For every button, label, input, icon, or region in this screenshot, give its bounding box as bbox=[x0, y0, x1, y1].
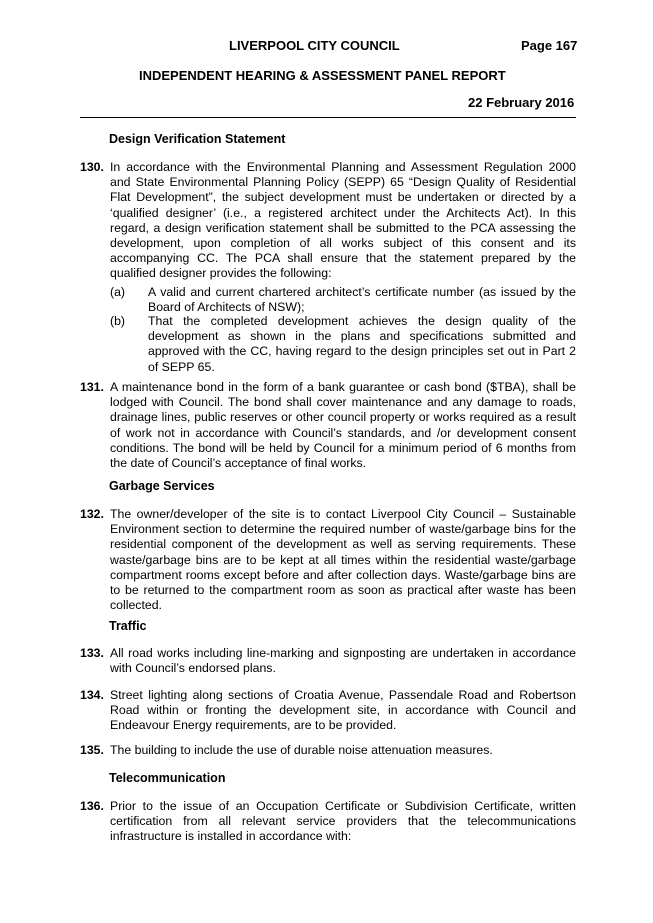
section-heading-telecommunication: Telecommunication bbox=[109, 771, 226, 785]
condition-131 bbox=[80, 380, 576, 471]
subitem-label: (a) bbox=[110, 285, 126, 299]
condition-135 bbox=[80, 743, 576, 758]
header-rule bbox=[80, 117, 576, 118]
condition-text: A maintenance bond in the form of a bank guarantee or cash bond ($TBA), shall be lodged with Council. The bond shall cover maintenance and any damage to roads, drainage lines, public reserves or other council property or works required as a result of work not in accordance with Council’s standards, and /or development consent conditions. The bond will be held by Council for a minimum period of 6 months from the date of Council’s acceptance of final works. bbox=[110, 380, 576, 471]
condition-number: 136. bbox=[80, 799, 104, 813]
condition-text: Street lighting along sections of Croatia Avenue, Passendale Road and Robertson Road within or fronting the development site, in accordance with Council and Endeavour Energy requirements, are to be provided. bbox=[110, 688, 576, 733]
report-date: 22 February 2016 bbox=[468, 95, 575, 110]
condition-text: Prior to the issue of an Occupation Certificate or Subdivision Certificate, written certification from all relevant service providers that the telecommunications infrastructure is installed in accordance with: bbox=[110, 799, 576, 844]
condition-text: The building to include the use of durable noise attenuation measures. bbox=[110, 743, 493, 757]
subitem-text: A valid and current chartered architect’s certificate number (as issued by the Board of Architects of NSW); bbox=[148, 285, 576, 315]
section-heading-garbage-services: Garbage Services bbox=[109, 479, 215, 493]
condition-number: 132. bbox=[80, 507, 104, 521]
condition-number: 134. bbox=[80, 688, 104, 702]
condition-text: The owner/developer of the site is to contact Liverpool City Council – Sustainable Environment section to determine the required number of waste/garbage bins for the residential component of the development as well as serving requirements. These waste/garbage bins are to be kept at all times within the residential waste/garbage compartment rooms except before and after collection days. Waste/garbage bins are to be returned to the compartment room as soon as practical after waste has been collected. bbox=[110, 507, 576, 613]
page-number: Page 167 bbox=[521, 38, 578, 53]
condition-number: 131. bbox=[80, 380, 104, 394]
condition-136 bbox=[80, 799, 576, 845]
condition-132 bbox=[80, 507, 576, 613]
council-name: LIVERPOOL CITY COUNCIL bbox=[229, 38, 400, 53]
condition-130-b bbox=[110, 314, 576, 375]
section-heading-design-verification: Design Verification Statement bbox=[109, 132, 286, 146]
condition-130 bbox=[80, 160, 576, 282]
condition-number: 135. bbox=[80, 743, 104, 757]
condition-number: 133. bbox=[80, 646, 104, 660]
condition-text: In accordance with the Environmental Planning and Assessment Regulation 2000 and State Environmental Planning Policy (SEPP) 65 “Design Quality of Residential Flat Development”, the subject development must be undertaken or directed by a ‘qualified designer’ (i.e., a registered architect under the Architects Act). In this regard, a design verification statement shall be submitted to the PCA assessing the development, upon completion of all works subject of this consent and its accompanying CC. The PCA shall ensure that the statement prepared by the qualified designer provides the following: bbox=[110, 160, 576, 281]
condition-133 bbox=[80, 646, 576, 676]
subitem-label: (b) bbox=[110, 314, 126, 328]
condition-130-a bbox=[110, 285, 576, 315]
subitem-text: That the completed development achieves the design quality of the development as shown in the plans and specifications submitted and approved with the CC, having regard to the design principles set out in Part 2 of SEPP 65. bbox=[148, 314, 576, 374]
report-title: INDEPENDENT HEARING & ASSESSMENT PANEL REPORT bbox=[139, 68, 506, 83]
condition-text: All road works including line-marking and signposting are undertaken in accordance with Council’s endorsed plans. bbox=[110, 646, 576, 676]
condition-number: 130. bbox=[80, 160, 104, 174]
section-heading-traffic: Traffic bbox=[109, 619, 147, 633]
condition-134 bbox=[80, 688, 576, 734]
